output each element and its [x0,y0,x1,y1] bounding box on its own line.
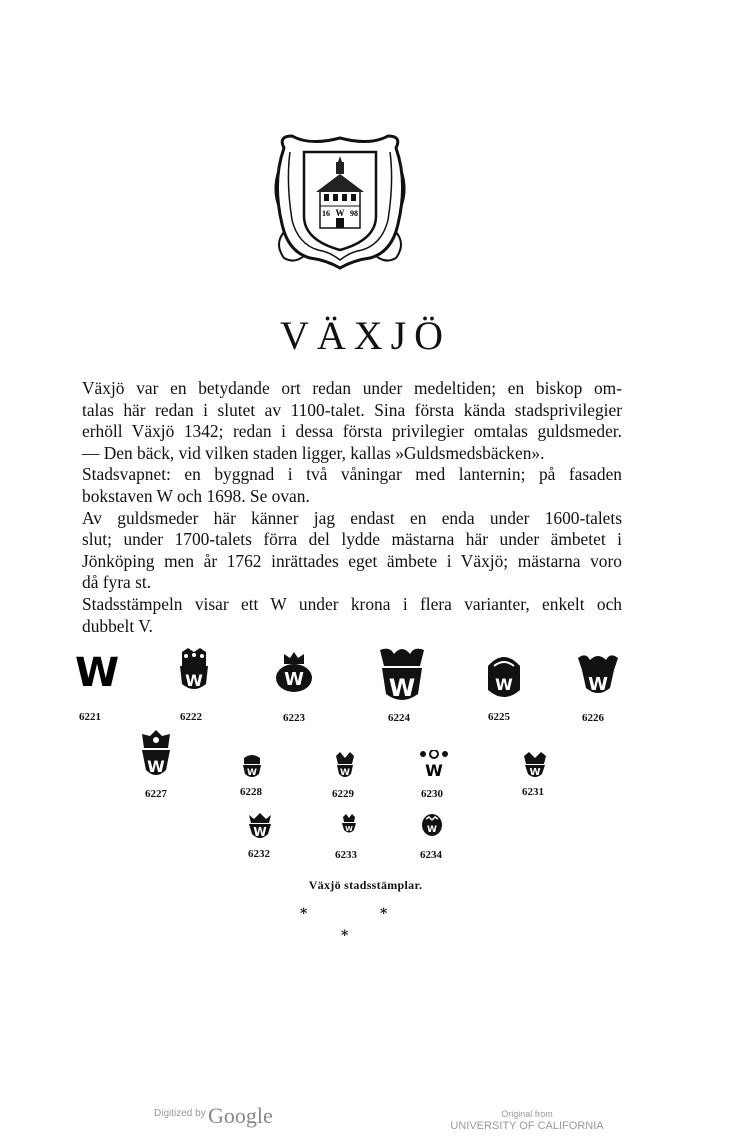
text-line: då fyra st. [82,572,152,593]
ornament-asterisk: * [341,928,349,944]
crowned-w-mark [340,814,358,834]
crest-year-right: 98 [350,209,358,218]
stamp-letter: W [388,674,416,702]
coat-of-arms-icon [270,132,410,272]
original-from-label: Original from [501,1109,553,1119]
crowned-w-mark [240,754,264,780]
text-line: — Den bäck, vid vilken staden ligger, kallas »Guldsmedsbäcken». [82,442,545,463]
stamp-letter: W [529,767,541,778]
ornament-asterisk: * [300,906,308,922]
digitized-by-label: Digitized by [154,1108,206,1119]
stamp-letter: W [495,675,513,694]
crowned-w-mark [418,750,450,780]
crowned-w-mark [136,730,176,782]
stamp-number: 6224 [388,712,410,724]
crest-year-left: 16 [322,209,330,218]
stamp-letter: W [247,768,257,778]
text-line: slut; under 1700-talets förra del lydde mästarna här under ämbetet i [82,529,622,550]
crowned-w-mark [522,752,548,780]
stamp-number: 6228 [240,786,262,798]
stamp-number: 6223 [283,712,305,724]
stamp-number: 6229 [332,788,354,800]
text-line: Stadsstämpeln visar ett W under krona i flera varianter, enkelt och [82,593,622,614]
stamp-letter: W [185,671,203,690]
stamp-letter: W [345,825,353,833]
crowned-w-mark [334,752,356,780]
paragraph-1 [82,378,622,464]
ornament-asterisk: * [380,906,388,922]
crowned-w-mark [174,646,214,696]
text-line: talas här redan i slutet av 1100-talet. Sina första kända stadsprivilegier [82,399,622,420]
text-line: Av guldsmeder här känner jag endast en enda under 1600-talets [82,507,622,528]
crowned-w-mark [576,652,620,700]
page-title: VÄXJÖ [279,313,452,358]
stamp-number: 6227 [145,788,167,800]
institution-label: UNIVERSITY OF CALIFORNIA [450,1120,604,1132]
stamp-number: 6221 [79,711,101,723]
city-coat-of-arms [270,132,410,272]
stamp-number: 6230 [421,788,443,800]
stamp-letter: W [427,825,437,835]
text-line: Stadsvapnet: en byggnad i två våningar med lanternin; på fasaden [82,464,622,485]
stamp-letter: W [147,757,165,776]
crowned-w-mark [246,812,274,842]
paragraph-3 [82,508,622,594]
text-line: Jönköping men år 1762 inrättades eget ämbete i Växjö; mästarna voro [82,550,622,571]
crest-letter: W [335,208,345,218]
stamp-number: 6231 [522,786,544,798]
stamp-letter: W [425,761,443,780]
body-text [82,378,622,637]
stamp-letter: W [588,674,608,695]
text-line: Växjö var en betydande ort redan under medeltiden; en biskop om- [82,378,622,398]
stamp-letter: W [340,768,350,778]
crowned-w-mark [420,812,444,838]
stamp-number: 6225 [488,711,510,723]
plain-w-mark [72,652,122,692]
crowned-w-mark [272,650,316,694]
figure-caption: Växjö stadsstämplar. [308,878,423,892]
stamp-letter: W [253,825,267,839]
paragraph-4 [82,594,622,637]
stamp-number: 6232 [248,848,270,860]
stamp-number: 6222 [180,711,202,723]
stamp-number: 6226 [582,712,604,724]
stamp-letter: W [284,669,304,690]
stamp-number: 6233 [335,849,357,861]
text-line: dubbelt V. [82,615,153,636]
text-line: erhöll Växjö 1342; redan i dessa första privilegier omtalas guldsmeder. [82,421,622,442]
crowned-w-mark [376,646,428,706]
stamp-letter: W [74,652,120,692]
crowned-w-mark [484,652,524,702]
google-logo: Google [208,1103,273,1128]
paragraph-2 [82,464,622,507]
text-line: bokstaven W och 1698. Se ovan. [82,485,310,506]
stamp-number: 6234 [420,849,442,861]
